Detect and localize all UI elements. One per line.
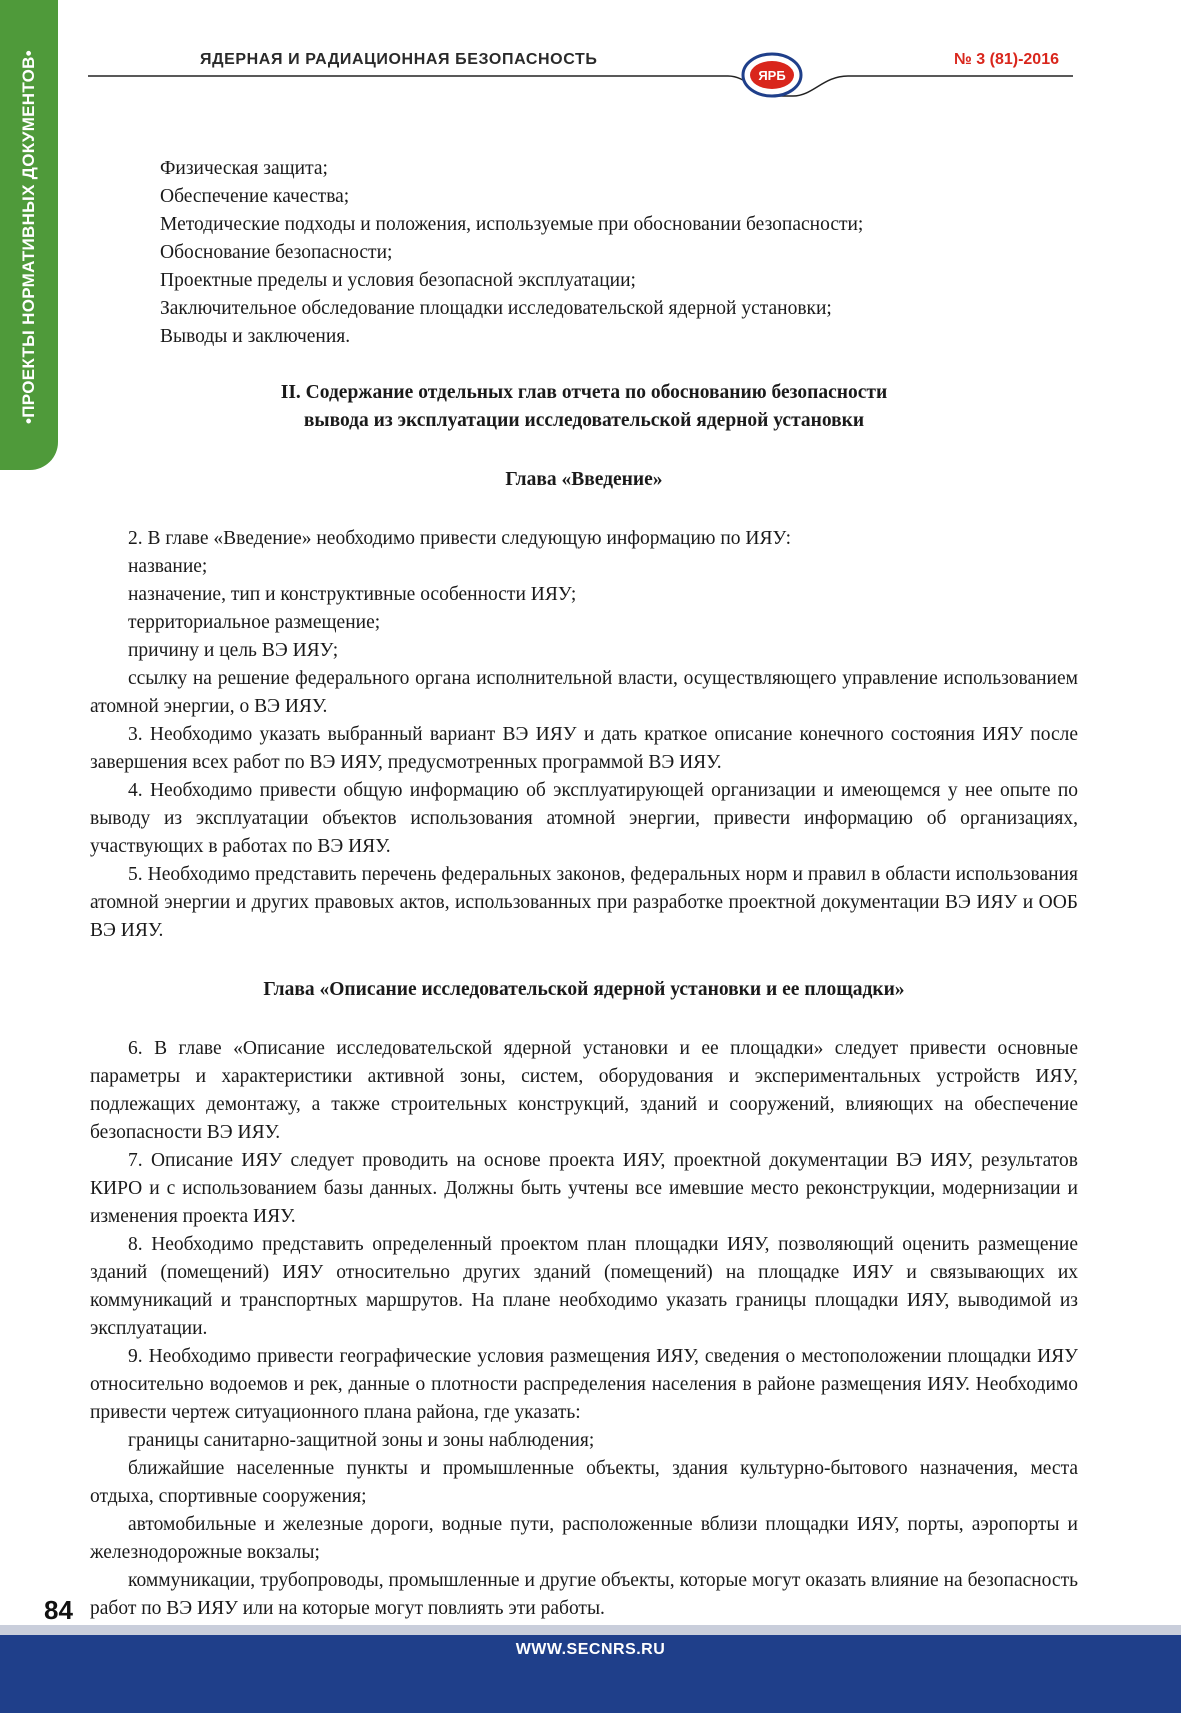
list-item: коммуникации, трубопроводы, промышленные и другие объекты, которые могут оказать влияние на безопасность работ по ВЭ ИЯУ или на которые могут повлиять эти работы. bbox=[90, 1570, 1078, 1619]
list-item: Заключительное обследование площадки исследовательской ядерной установки; bbox=[160, 298, 832, 319]
list-item: назначение, тип и конструктивные особенности ИЯУ; bbox=[128, 584, 577, 605]
chapter-heading-description: Глава «Описание исследовательской ядерной установки и ее площадки» bbox=[263, 979, 905, 1000]
list-item: ближайшие населенные пункты и промышленные объекты, здания культурно-бытового назначения, места отдыха, спортивные сооружения; bbox=[90, 1458, 1078, 1507]
journal-logo-icon bbox=[740, 50, 804, 100]
paragraph-7: 7. Описание ИЯУ следует проводить на основе проекта ИЯУ, проектной документации ВЭ ИЯУ, результатов КИРО и с использованием базы данных. Должны быть учтены все имевшие место реконструкции, модернизации и изменения проекта ИЯУ. bbox=[90, 1150, 1078, 1227]
paragraph-3: 3. Необходимо указать выбранный вариант ВЭ ИЯУ и дать краткое описание конечного состояния ИЯУ после завершения всех работ по ВЭ ИЯУ, предусмотренных программой ВЭ ИЯУ. bbox=[90, 724, 1078, 773]
document-body bbox=[90, 155, 1078, 1623]
section-title-line-1: II. Содержание отдельных глав отчета по обоснованию безопасности bbox=[280, 382, 888, 403]
page-number: 84 bbox=[44, 1595, 73, 1625]
chapter-heading-introduction: Глава «Введение» bbox=[505, 469, 663, 490]
paragraph-2: 2. В главе «Введение» необходимо привести следующую информацию по ИЯУ: bbox=[128, 528, 791, 549]
footer-bar bbox=[0, 1635, 1181, 1713]
paragraph-8: 8. Необходимо представить определенный проектом план площадки ИЯУ, позволяющий оценить размещение зданий (помещений) ИЯУ относительно других зданий (помещений) на площадке ИЯУ и связывающих их коммуникаций и транспортных маршрутов. На плане необходимо указать границы площадки ИЯУ, выводимой из эксплуатации. bbox=[90, 1234, 1078, 1339]
list-item: Проектные пределы и условия безопасной эксплуатации; bbox=[160, 270, 636, 291]
paragraph-9: 9. Необходимо привести географические условия размещения ИЯУ, сведения о местоположении площадки ИЯУ относительно водоемов и рек, данные о плотности распределения населения в районе размещения ИЯУ. Необходимо привести чертеж ситуационного плана района, где указать: bbox=[90, 1346, 1078, 1423]
paragraph-6: 6. В главе «Описание исследовательской ядерной установки и ее площадки» следует привести основные параметры и характеристики активной зоны, систем, оборудования и экспериментальных устройств ИЯУ, подлежащих демонтажу, а также строительных конструкций, зданий и сооружений, влияющих на обеспечение безопасности ВЭ ИЯУ. bbox=[90, 1038, 1078, 1143]
list-item: автомобильные и железные дороги, водные пути, расположенные вблизи площадки ИЯУ, порты, аэропорты и железнодорожные вокзалы; bbox=[90, 1514, 1078, 1563]
website-link[interactable]: WWW.SECNRS.RU bbox=[515, 1641, 666, 1658]
list-item: территориальное размещение; bbox=[128, 612, 381, 633]
list-item: название; bbox=[128, 556, 208, 577]
paragraph-5: 5. Необходимо представить перечень федеральных законов, федеральных норм и правил в области использования атомной энергии и других правовых актов, использованных при разработке проектной документации ВЭ ИЯУ и ООБ ВЭ ИЯУ. bbox=[90, 864, 1078, 941]
issue-number: № 3 (81)-2016 bbox=[954, 51, 1059, 68]
journal-title: ЯДЕРНАЯ И РАДИАЦИОННАЯ БЕЗОПАСНОСТЬ bbox=[200, 51, 598, 68]
section-side-tab bbox=[0, 0, 58, 470]
section-side-tab-label: •ПРОЕКТЫ НОРМАТИВНЫХ ДОКУМЕНТОВ• bbox=[19, 50, 38, 424]
list-item: Обеспечение качества; bbox=[160, 186, 350, 207]
list-item: причину и цель ВЭ ИЯУ; bbox=[128, 640, 339, 661]
list-item: Методические подходы и положения, используемые при обосновании безопасности; bbox=[160, 214, 864, 235]
list-item: границы санитарно-защитной зоны и зоны наблюдения; bbox=[128, 1430, 595, 1451]
header-rule bbox=[88, 58, 1073, 98]
footer-stripe bbox=[0, 1625, 1181, 1635]
paragraph-4: 4. Необходимо привести общую информацию об эксплуатирующей организации и имеющемся у нее опыте по выводу из эксплуатации объектов использования атомной энергии, привести информацию об организациях, участвующих в работах по ВЭ ИЯУ. bbox=[90, 780, 1078, 857]
list-item: Обоснование безопасности; bbox=[160, 242, 393, 263]
list-item: ссылку на решение федерального органа исполнительной власти, осуществляющего управление использованием атомной энергии, о ВЭ ИЯУ. bbox=[90, 668, 1078, 717]
svg-text:ЯРБ: ЯРБ bbox=[758, 68, 786, 83]
list-item: Выводы и заключения. bbox=[160, 326, 351, 347]
section-title-line-2: вывода из эксплуатации исследовательской ядерной установки bbox=[303, 410, 865, 431]
list-item: Физическая защита; bbox=[160, 158, 328, 179]
intro-list bbox=[90, 155, 1078, 351]
